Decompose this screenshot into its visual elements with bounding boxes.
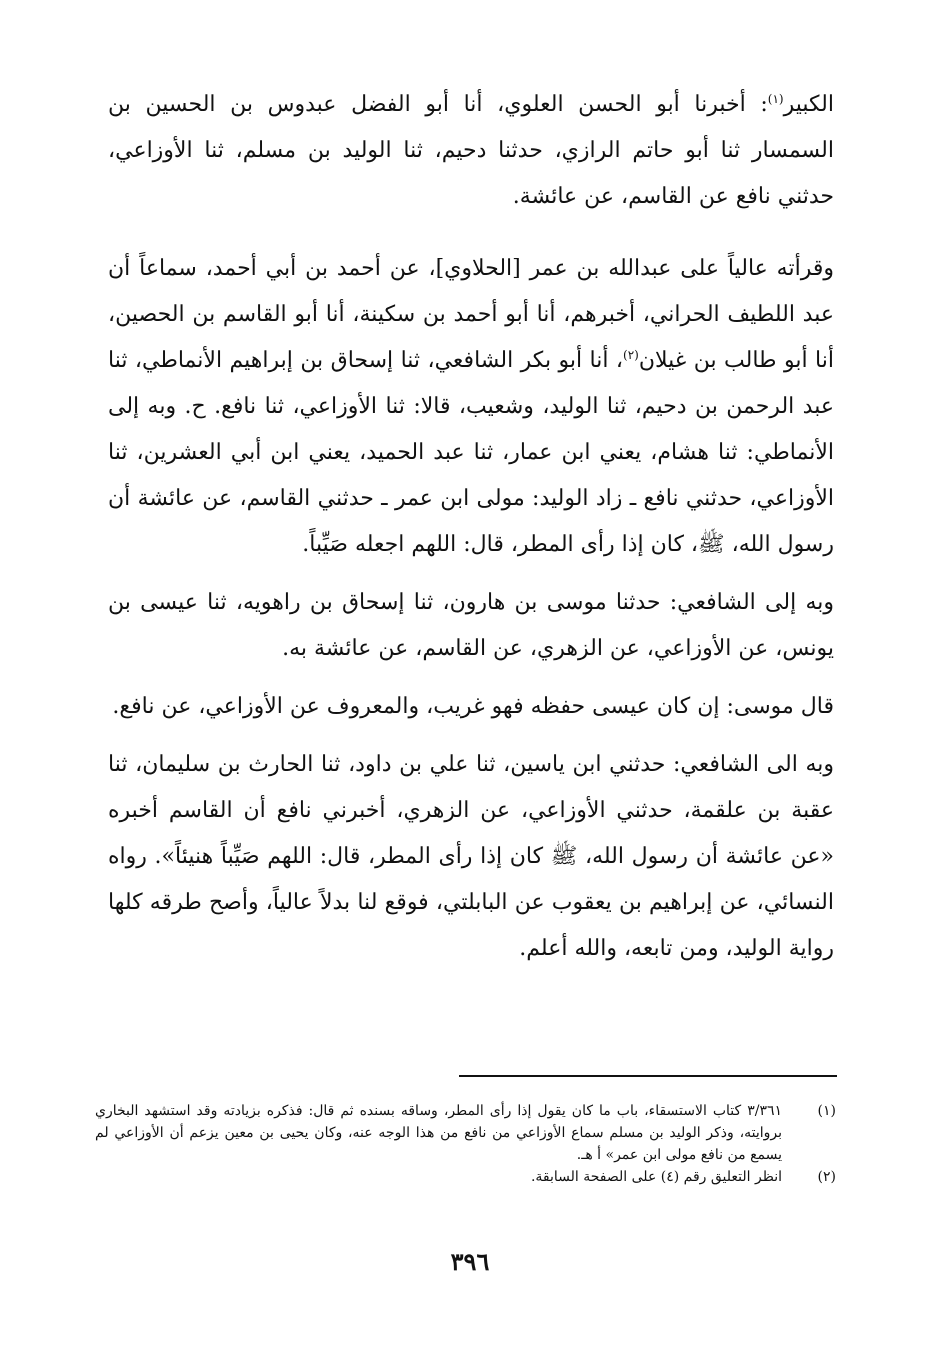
footnote-reference-2: (٢) <box>623 347 639 362</box>
footnotes <box>95 1100 836 1188</box>
paragraph-1 <box>108 82 834 220</box>
paragraph-2-text-before: وقرأته عالياً على عبدالله بن عمر [الحلاوي]، عن أحمد بن أبي أحمد، سماعاً أن عبد اللطيف الحراني، أخبرهم، أنا أبو أحمد بن سكينة، أنا أبو القاسم بن الحصين، أنا أبو طالب بن غيلان <box>108 256 834 373</box>
footnote-1-text: ٣/٣٦١ كتاب الاستسقاء، باب ما كان يقول إذا رأى المطر، وساقه بسنده ثم قال: فذكره بزيادته وقد استشهد البخاري بروايته، وذكر الوليد بن مسلم سماع الأوزاعي من نافع من هذا الوجه عنه، وكان يحيى بن معين يزعم أن الأوزاعي لم يسمع من نافع مولى ابن عمر» أ هـ. <box>95 1103 782 1163</box>
paragraph-1-text: : أخبرنا أبو الحسن العلوي، أنا أبو الفضل عبدوس بن الحسين بن السمسار ثنا أبو حاتم الرازي، حدثنا دحيم، ثنا الوليد بن مسلم، ثنا الأوزاعي، حدثني نافع عن القاسم، عن عائشة. <box>108 92 834 209</box>
main-text <box>108 82 834 972</box>
paragraph-1-lead: الكبير <box>783 92 834 117</box>
footnote-2-text: انظر التعليق رقم (٤) على الصفحة السابقة. <box>530 1169 782 1185</box>
footnote-separator <box>459 1075 837 1077</box>
footnote-1 <box>95 1100 836 1166</box>
paragraph-5: وبه الى الشافعي: حدثني ابن ياسين، ثنا علي بن داود، ثنا الحارث بن سليمان، ثنا عقبة بن علقمة، حدثني الأوزاعي، عن الزهري، أخبرني نافع أن القاسم أخبره «عن عائشة أن رسول الله، ﷺ كان إذا رأى المطر، قال: اللهم صَيِّباً هنيئاً». رواه النسائي، عن إبراهيم بن يعقوب عن البابلتي، فوقع لنا بدلاً عالياً، وأصح طرقه كلها رواية الوليد، ومن تابعه، والله أعلم. <box>108 752 834 961</box>
page-number: ٣٩٦ <box>450 1247 490 1276</box>
footnote-2 <box>95 1166 836 1188</box>
footnote-2-number: (٢) <box>817 1169 836 1185</box>
footnote-reference-1: (١) <box>767 91 784 106</box>
paragraph-2 <box>108 246 834 568</box>
paragraph-4: قال موسى: إن كان عيسى حفظه فهو غريب، والمعروف عن الأوزاعي، عن نافع. <box>112 694 834 719</box>
footnote-1-number: (١) <box>817 1103 836 1119</box>
paragraph-3: وبه إلى الشافعي: حدثنا موسى بن هارون، ثنا إسحاق بن راهويه، ثنا عيسى بن يونس، عن الأوزاعي، عن الزهري، عن القاسم، عن عائشة به. <box>108 590 834 661</box>
paragraph-2-text-after: ، أنا أبو بكر الشافعي، ثنا إسحاق بن إبراهيم الأنماطي، ثنا عبد الرحمن بن دحيم، ثنا الوليد، وشعيب، قالا: ثنا الأوزاعي، ثنا نافع. ح. وبه إلى الأنماطي: ثنا هشام، يعني ابن عمار، ثنا عبد الحميد، يعني ابن أبي العشرين، ثنا الأوزاعي، حدثني نافع ـ زاد الوليد: مولى ابن عمر ـ حدثني القاسم، عن عائشة أن رسول الله، ﷺ، كان إذا رأى المطر، قال: اللهم اجعله صَيِّباً. <box>108 348 834 557</box>
